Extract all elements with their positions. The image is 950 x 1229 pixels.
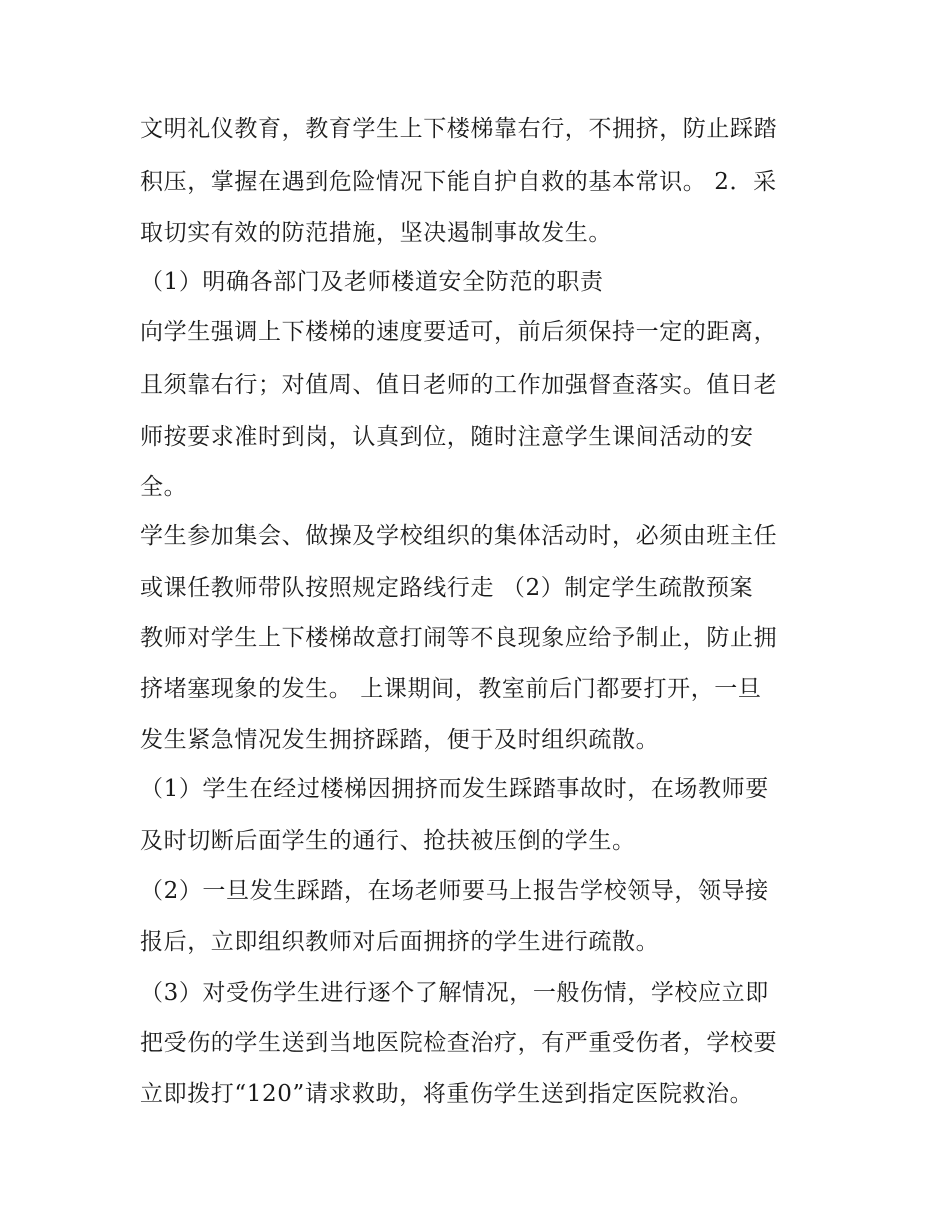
text-line: 及时切断后面学生的通行、抢扶被压倒的学生。: [140, 828, 636, 854]
text-line: 立即拨打“120”请求救助，将重伤学生送到指定医院救治。: [140, 1081, 754, 1107]
text-line: 发生紧急情况发生拥挤踩踏，便于及时组织疏散。: [140, 727, 660, 753]
text-line: 挤堵塞现象的发生。 上课期间，教室前后门都要打开，一旦: [140, 676, 762, 702]
text-line: 学生参加集会、做操及学校组织的集体活动时，必须由班主任: [140, 523, 778, 549]
text-line: 把受伤的学生送到当地医院检查治疗，有严重受伤者，学校要: [140, 1030, 778, 1056]
text-line: 全。: [140, 474, 188, 500]
text-line: 积压，掌握在遇到危险情况下能自护自救的基本常识。 2．采: [140, 169, 777, 195]
text-line: 师按要求准时到岗，认真到位，随时注意学生课间活动的安: [140, 424, 754, 450]
text-line: 且须靠右行；对值周、值日老师的工作加强督查落实。值日老: [140, 372, 778, 398]
text-line: （1）学生在经过楼梯因拥挤而发生踩踏事故时，在场教师要: [140, 776, 769, 802]
text-line: （2）一旦发生踩踏，在场老师要马上报告学校领导，领导接: [140, 878, 769, 904]
text-line: 取切实有效的防范措施，坚决遏制事故发生。: [140, 220, 612, 246]
text-line: 文明礼仪教育，教育学生上下楼梯靠右行，不拥挤，防止踩踏: [140, 116, 778, 142]
text-line: （1）明确各部门及老师楼道安全防范的职责: [140, 269, 604, 295]
text-line: 或课任教师带队按照规定路线行走 （2）制定学生疏散预案: [140, 575, 754, 601]
text-line: 向学生强调上下楼梯的速度要适可，前后须保持一定的距离，: [140, 319, 778, 345]
text-line: 报后，立即组织教师对后面拥挤的学生进行疏散。: [140, 929, 660, 955]
text-line: 教师对学生上下楼梯故意打闹等不良现象应给予制止，防止拥: [140, 625, 778, 651]
text-line: （3）对受伤学生进行逐个了解情况，一般伤情，学校应立即: [140, 980, 769, 1006]
